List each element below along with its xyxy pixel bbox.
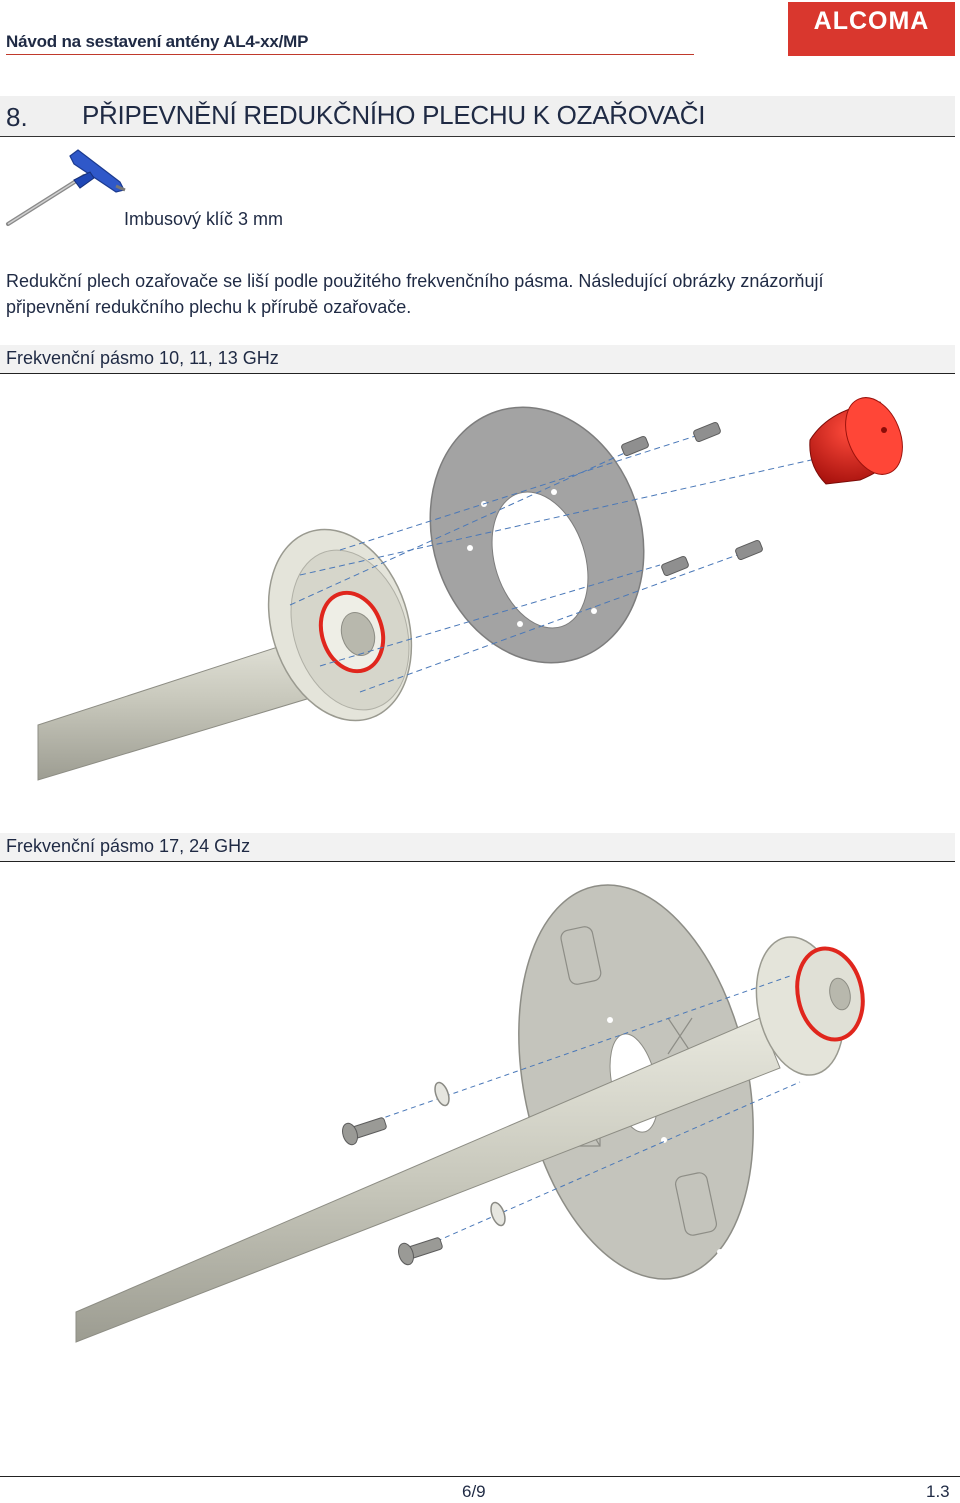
page-number: 6/9 (462, 1482, 486, 1501)
document-version: 1.3 (926, 1482, 950, 1501)
title-underline (6, 54, 694, 55)
feed-assembly-diagram-1 (0, 380, 960, 800)
hex-key-icon (4, 146, 126, 228)
section-title: PŘIPEVNĚNÍ REDUKČNÍHO PLECHU K OZAŘOVAČI (82, 100, 706, 130)
intro-line-1: Redukční plech ozařovače se liší podle použitého frekvenčního pásma. Následující obrázky znázorňují (6, 271, 824, 291)
feed-assembly-diagram-2 (0, 868, 960, 1468)
figure-2-caption: Frekvenční pásmo 17, 24 GHz (6, 836, 251, 856)
tool-label: Imbusový klíč 3 mm (124, 209, 284, 229)
logo-text: ALCOMA (813, 7, 930, 35)
footer-rule (0, 1476, 960, 1477)
document-title: Návod na sestavení antény AL4-xx/MP (6, 32, 309, 51)
intro-paragraph (6, 268, 946, 320)
figure-1-caption: Frekvenční pásmo 10, 11, 13 GHz (6, 348, 279, 368)
alcoma-logo (788, 2, 955, 56)
section-number: 8. (6, 102, 28, 132)
intro-line-2: připevnění redukčního plechu k přírubě ozařovače. (6, 297, 412, 317)
